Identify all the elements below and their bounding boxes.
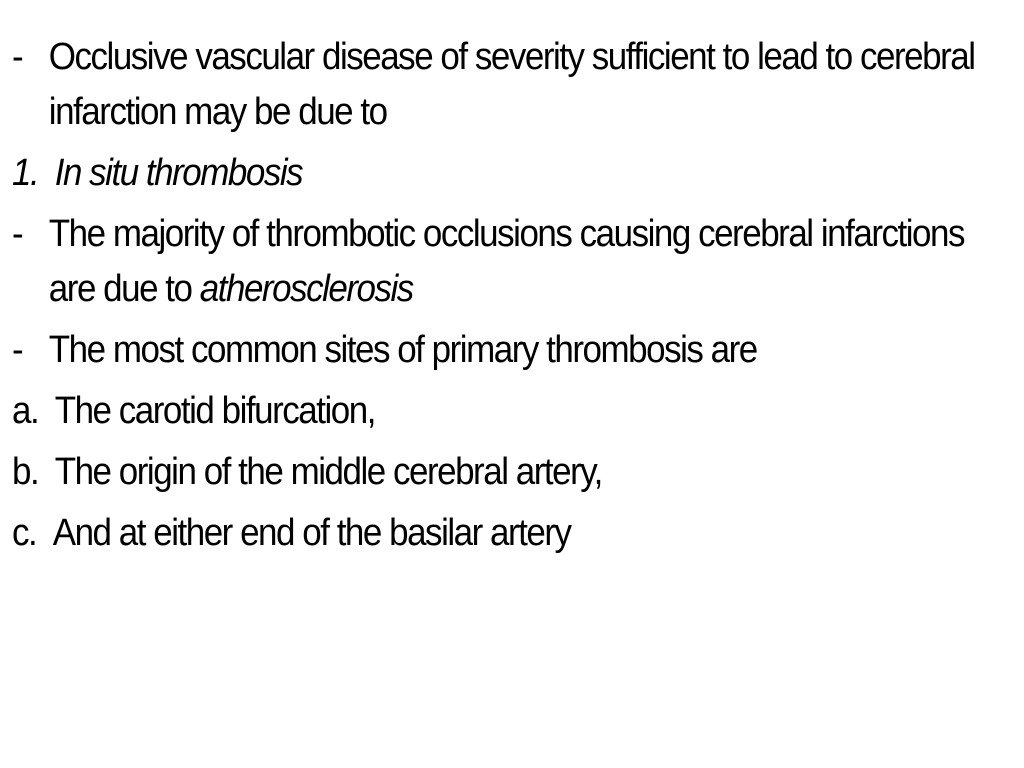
bullet-text: Occlusive vascular disease of severity sufficient to lead to cerebral infarction may be due to bbox=[48, 36, 975, 133]
bullet-text: The most common sites of primary thrombosis are bbox=[48, 329, 757, 371]
bullet-marker: - bbox=[12, 36, 23, 78]
letter-label: a. bbox=[12, 390, 39, 432]
bullet-marker: - bbox=[12, 213, 23, 255]
numbered-text: In situ thrombosis bbox=[54, 152, 303, 194]
lettered-text: The carotid bifurcation, bbox=[54, 390, 375, 432]
lettered-item-b bbox=[12, 445, 1012, 500]
numbered-item-in-situ bbox=[12, 146, 1012, 201]
bullet-text-plain: The majority of thrombotic occlusions causing cerebral infarctions are due to bbox=[48, 213, 964, 310]
letter-label: c. bbox=[12, 512, 37, 554]
letter-label: b. bbox=[12, 451, 39, 493]
lettered-item-a bbox=[12, 384, 1012, 439]
letter-marker bbox=[12, 384, 55, 439]
lettered-text: And at either end of the basilar artery bbox=[52, 512, 571, 554]
bullet-text bbox=[49, 207, 1012, 317]
bullet-item-common-sites bbox=[12, 323, 1012, 378]
number-marker bbox=[12, 146, 55, 201]
slide-body bbox=[12, 30, 1012, 561]
lettered-text: The origin of the middle cerebral artery, bbox=[54, 451, 602, 493]
letter-marker bbox=[12, 506, 53, 561]
bullet-item-occlusive bbox=[12, 30, 1012, 140]
lettered-item-c bbox=[12, 506, 1012, 561]
bullet-item-majority bbox=[12, 207, 1012, 317]
bullet-text-italic: atherosclerosis bbox=[199, 268, 413, 310]
letter-marker bbox=[12, 445, 55, 500]
bullet-marker: - bbox=[12, 329, 23, 371]
number-label: 1. bbox=[12, 152, 39, 194]
